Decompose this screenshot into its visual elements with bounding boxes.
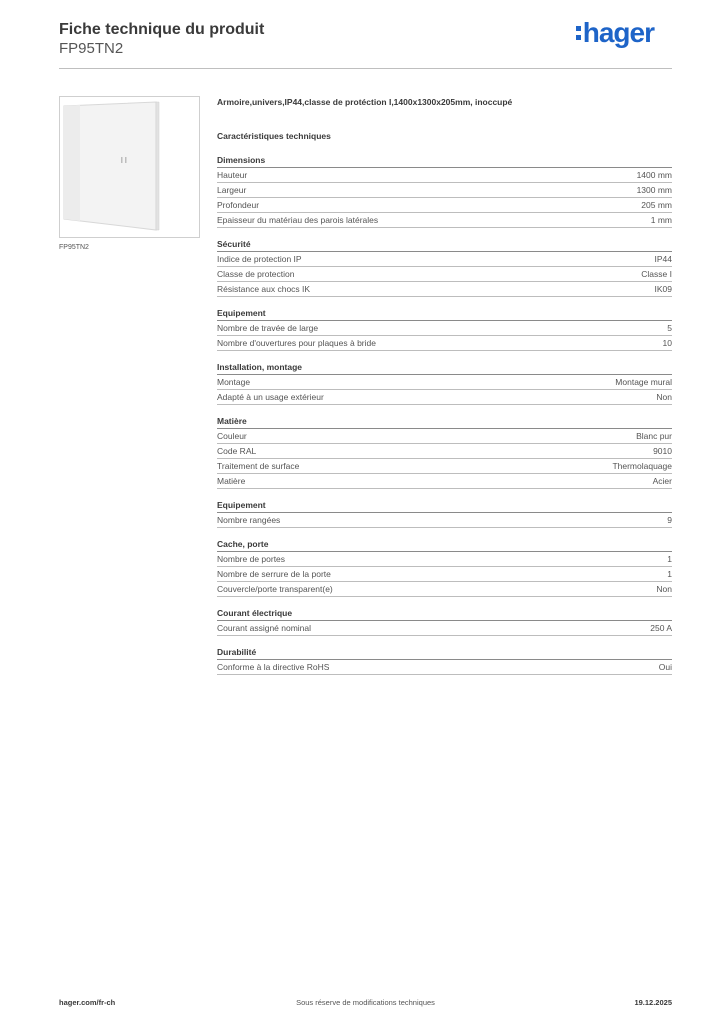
spec-label: Largeur — [217, 185, 247, 195]
spec-label: Nombre de portes — [217, 554, 286, 564]
product-code: FP95TN2 — [59, 40, 124, 57]
spec-row — [217, 660, 672, 675]
spec-value: 1300 mm — [636, 185, 672, 195]
section-heading: Cache, porte — [217, 538, 672, 552]
spec-section — [217, 538, 672, 597]
spec-value: Thermolaquage — [612, 461, 672, 471]
footer-date: 19.12.2025 — [634, 998, 672, 1007]
logo-dots-icon — [576, 26, 581, 40]
spec-value: 9010 — [653, 446, 672, 456]
section-heading: Dimensions — [217, 154, 672, 168]
spec-value: Classe I — [641, 269, 672, 279]
image-caption: FP95TN2 — [59, 244, 89, 251]
spec-row — [217, 552, 672, 567]
spec-row — [217, 375, 672, 390]
spec-row — [217, 213, 672, 228]
spec-section — [217, 361, 672, 405]
spec-label: Nombre de serrure de la porte — [217, 569, 331, 579]
spec-section — [217, 238, 672, 297]
spec-label: Nombre d'ouvertures pour plaques à bride — [217, 338, 376, 348]
logo-wordmark: hager — [582, 17, 654, 48]
spec-row — [217, 321, 672, 336]
spec-label: Matière — [217, 476, 246, 486]
footer-notice: Sous réserve de modifications techniques — [296, 998, 435, 1007]
spec-value: Acier — [652, 476, 672, 486]
spec-label: Profondeur — [217, 200, 260, 210]
section-heading: Durabilité — [217, 646, 672, 660]
spec-value: 1400 mm — [636, 170, 672, 180]
spec-label: Traitement de surface — [217, 461, 300, 471]
spec-section — [217, 415, 672, 489]
spec-value: 250 A — [650, 623, 672, 633]
section-heading: Sécurité — [217, 238, 672, 252]
specs-title: Caractéristiques techniques — [217, 131, 331, 141]
spec-label: Nombre de travée de large — [217, 323, 319, 333]
page-title: Fiche technique du produit — [59, 21, 265, 38]
spec-section — [217, 154, 672, 228]
spec-row — [217, 183, 672, 198]
spec-row — [217, 267, 672, 282]
page-header — [59, 17, 672, 58]
spec-section — [217, 607, 672, 636]
spec-label: Résistance aux chocs IK — [217, 284, 311, 294]
spec-label: Courant assigné nominal — [217, 623, 312, 633]
spec-row — [217, 336, 672, 351]
spec-value: IP44 — [654, 254, 672, 264]
spec-label: Epaisseur du matériau des parois latérales — [217, 215, 379, 225]
cabinet-photo-icon — [60, 97, 199, 237]
product-image — [59, 96, 200, 238]
footer-website: hager.com/fr-ch — [59, 998, 116, 1007]
spec-value: IK09 — [654, 284, 672, 294]
spec-section — [217, 307, 672, 351]
spec-label: Indice de protection IP — [217, 254, 302, 264]
spec-label: Hauteur — [217, 170, 248, 180]
product-description: Armoire,univers,IP44,classe de protéction I,1400x1300x205mm, inoccupé — [217, 97, 513, 107]
spec-label: Nombre rangées — [217, 515, 281, 525]
spec-row — [217, 282, 672, 297]
spec-value: Montage mural — [615, 377, 672, 387]
spec-value: Non — [656, 392, 672, 402]
spec-row — [217, 252, 672, 267]
spec-row — [217, 198, 672, 213]
spec-row — [217, 459, 672, 474]
spec-value: 1 — [667, 554, 672, 564]
spec-section — [217, 499, 672, 528]
spec-label: Adapté à un usage extérieur — [217, 392, 324, 402]
spec-row — [217, 513, 672, 528]
spec-value: 10 — [662, 338, 672, 348]
spec-row — [217, 474, 672, 489]
spec-value: 9 — [667, 515, 672, 525]
spec-row — [217, 621, 672, 636]
spec-row — [217, 390, 672, 405]
section-heading: Equipement — [217, 307, 672, 321]
spec-value: Oui — [658, 662, 672, 672]
spec-value: 1 — [667, 569, 672, 579]
spec-label: Code RAL — [217, 446, 257, 456]
spec-label: Classe de protection — [217, 269, 295, 279]
header-divider — [59, 68, 672, 69]
spec-value: 1 mm — [650, 215, 672, 225]
section-heading: Courant électrique — [217, 607, 672, 621]
spec-value: 205 mm — [641, 200, 672, 210]
spec-label: Montage — [217, 377, 251, 387]
spec-sections — [217, 154, 672, 675]
hager-logo — [576, 17, 654, 48]
spec-row — [217, 444, 672, 459]
spec-content — [217, 96, 672, 675]
spec-row — [217, 168, 672, 183]
section-heading: Matière — [217, 415, 672, 429]
spec-row — [217, 582, 672, 597]
spec-row — [217, 567, 672, 582]
spec-value: 5 — [667, 323, 672, 333]
spec-label: Conforme à la directive RoHS — [217, 662, 330, 672]
spec-label: Couleur — [217, 431, 247, 441]
section-heading: Installation, montage — [217, 361, 672, 375]
section-heading: Equipement — [217, 499, 672, 513]
spec-value: Blanc pur — [636, 431, 672, 441]
spec-label: Couvercle/porte transparent(e) — [217, 584, 333, 594]
spec-section — [217, 646, 672, 675]
spec-value: Non — [656, 584, 672, 594]
spec-row — [217, 429, 672, 444]
